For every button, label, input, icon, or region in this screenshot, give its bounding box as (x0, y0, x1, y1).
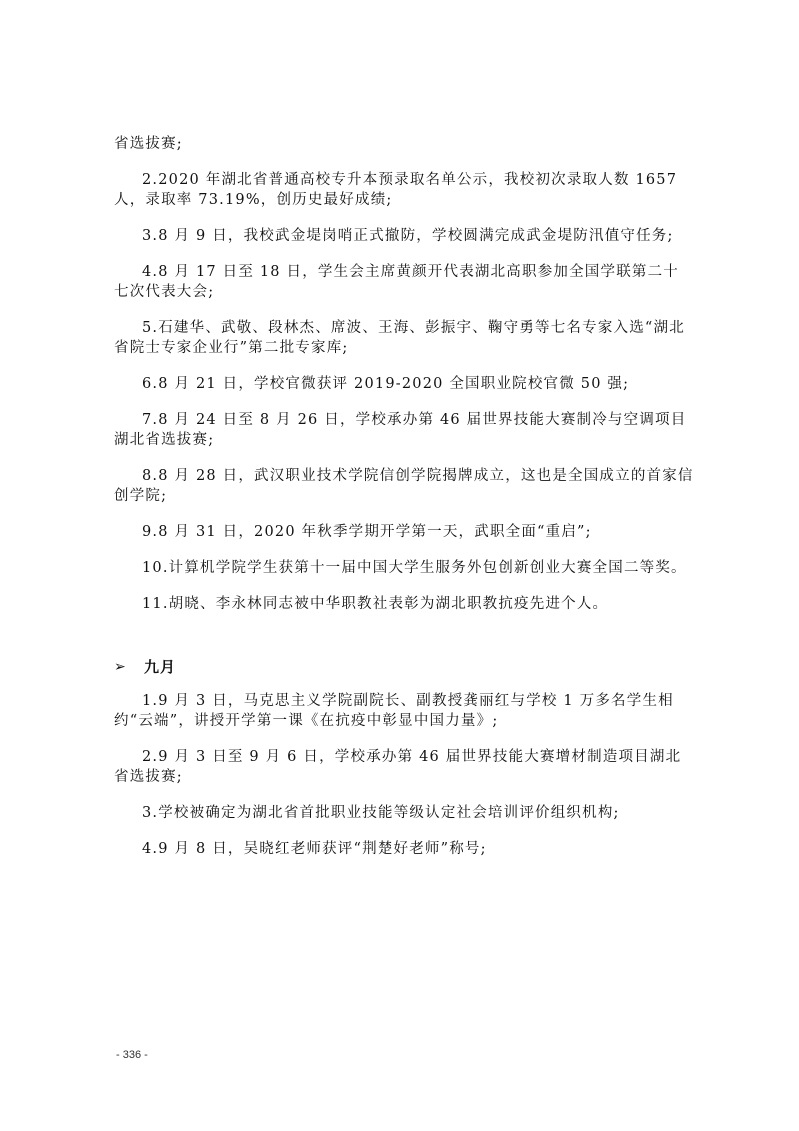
paragraph: 10.计算机学院学生获第十一届中国大学生服务外包创新创业大赛全国二等奖。 (142, 560, 687, 576)
paragraph: 4.9 月 8 日，吴晓红老师获评“荆楚好老师”称号; (142, 841, 487, 857)
paragraph: 9.8 月 31 日，2020 年秋季学期开学第一天，武职全面“重启”; (142, 524, 592, 540)
document-body (114, 134, 694, 875)
paragraph: 2.2020 年湖北省普通高校专升本预录取名单公示，我校初次录取人数 1657 人，录取率 73.19%，创历史最好成绩; (114, 172, 683, 208)
paragraph: 8.8 月 28 日，武汉职业技术学院信创学院揭牌成立，这也是全国成立的首家信创学院; (114, 468, 694, 504)
paragraph: 11.胡晓、李永林同志被中华职教社表彰为湖北职教抗疫先进个人。 (142, 596, 609, 612)
paragraph: 7.8 月 24 日至 8 月 26 日，学校承办第 46 届世界技能大赛制冷与空调项目湖北省选拔赛; (114, 412, 687, 448)
september-events (114, 691, 694, 859)
august-events (114, 134, 694, 614)
paragraph: 6.8 月 21 日，学校官微获评 2019-2020 全国职业院校官微 50 强; (142, 376, 630, 392)
paragraph: 2.9 月 3 日至 9 月 6 日，学校承办第 46 届世界技能大赛增材制造项目湖北省选拔赛; (114, 749, 682, 785)
paragraph: 3.8 月 9 日，我校武金堤岗哨正式撤防，学校圆满完成武金堤防汛值守任务; (142, 228, 674, 244)
section-heading (114, 656, 694, 677)
arrow-bullet-icon: ➢ (114, 658, 126, 675)
paragraph: 5.石建华、武敬、段林杰、席波、王海、彭振宇、鞠守勇等七名专家入选“湖北省院士专家企业行”第二批专家库; (114, 320, 685, 356)
section-title: 九月 (144, 658, 177, 676)
paragraph: 省选拔赛; (114, 136, 183, 152)
page-number: - 336 - (116, 1049, 148, 1061)
paragraph: 1.9 月 3 日，马克思主义学院副院长、副教授龚丽红与学校 1 万多名学生相约“云端”，讲授开学第一课《在抗疫中彰显中国力量》; (114, 693, 674, 729)
paragraph: 4.8 月 17 日至 18 日，学生会主席黄颜开代表湖北高职参加全国学联第二十七次代表大会; (114, 264, 680, 300)
paragraph: 3.学校被确定为湖北省首批职业技能等级认定社会培训评价组织机构; (142, 805, 620, 821)
